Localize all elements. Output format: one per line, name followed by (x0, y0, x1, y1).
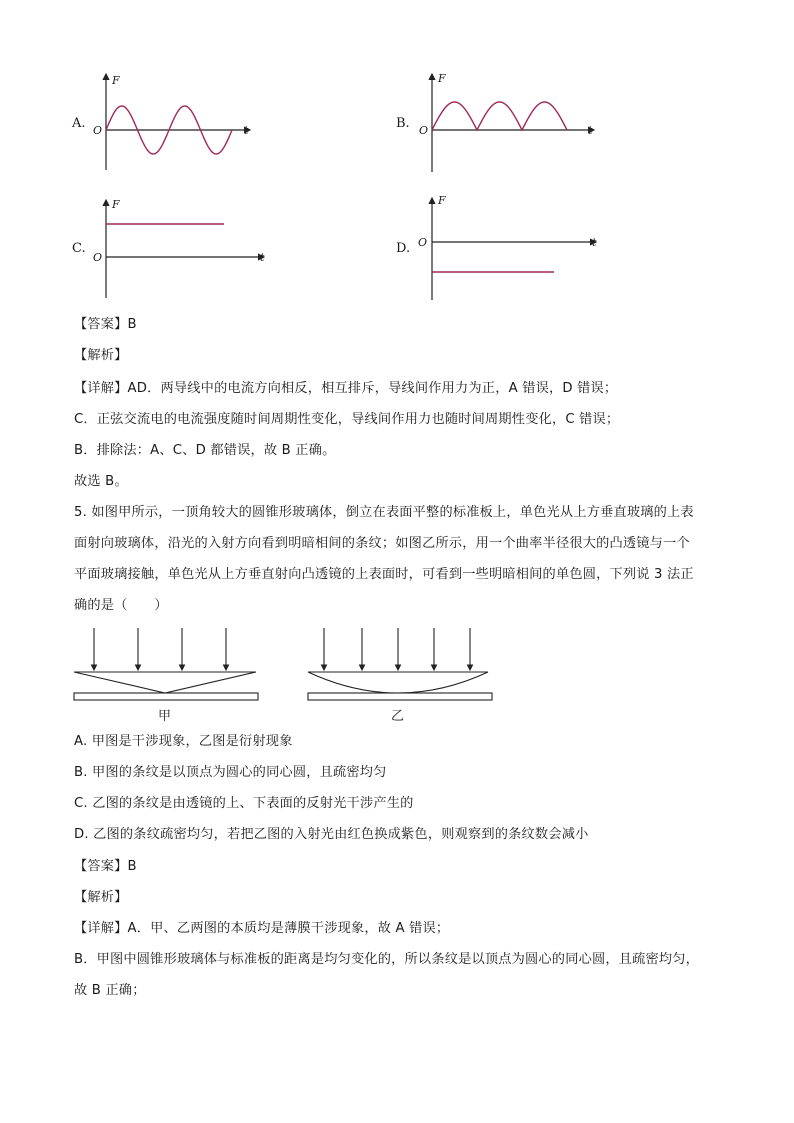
caption-jia: 甲 (158, 709, 172, 724)
option-d-text: D. 乙图的条纹疏密均匀，若把乙图的入射光由红色换成紫色，则观察到的条纹数会减小 (74, 827, 589, 842)
caption-yi: 乙 (391, 709, 405, 724)
detail-1: 【详解】AD．两导线中的电流方向相反，相互排斥，导线间作用力为正，A 错误，D 错误； (74, 381, 618, 396)
x-axis-label: t (260, 251, 265, 264)
figure-svg (70, 624, 500, 724)
explanation-b-2-line-2: 故 B 正确； (74, 983, 146, 998)
origin-label: O (419, 124, 429, 137)
explanation-b-1: B．排除法：A、C、D 都错误，故 B 正确。 (74, 443, 336, 458)
figure-yi (308, 628, 492, 724)
detail-2: 【详解】A．甲、乙两图的本质均是薄膜干涉现象，故 A 错误； (74, 921, 450, 936)
rectified-sine-curve (432, 102, 567, 130)
answer-1: 【答案】B (74, 317, 137, 332)
explanation-b-2-line-1: B．甲图中圆锥形玻璃体与标准板的距离是均匀变化的，所以条纹是以顶点为圆心的同心圆，且疏密均匀， (74, 952, 700, 967)
option-b-text: B. 甲图的条纹是以顶点为圆心的同心圆，且疏密均匀 (74, 765, 387, 780)
explanation-c-1: C．正弦交流电的电流强度随时间周期性变化，导线间作用力也随时间周期性变化，C 错误； (74, 412, 620, 427)
question-5-line-2: 面射向玻璃体，沿光的入射方向看到明暗相间的条纹；如图乙所示，用一个曲率半径很大的凸透镜与一个 (74, 536, 690, 551)
graph-b-svg (414, 70, 604, 175)
answer-2: 【答案】B (74, 859, 137, 874)
origin-label: O (418, 236, 428, 249)
question-5-line-1: 5. 如图甲所示，一顶角较大的圆锥形玻璃体，倒立在表面平整的标准板上，单色光从上方垂直玻璃的上表 (74, 505, 694, 520)
y-axis-label: F (112, 74, 120, 87)
y-axis-label: F (438, 72, 446, 85)
option-a-label: A. (72, 116, 86, 131)
x-axis-label: t (244, 124, 249, 137)
y-axis-label: F (112, 198, 120, 211)
graph-d (414, 194, 604, 304)
analysis-2: 【解析】 (74, 890, 128, 905)
figure-jia-yi (70, 624, 500, 724)
figure-jia (74, 628, 258, 724)
option-c-text: C. 乙图的条纹是由透镜的上、下表面的反射光干涉产生的 (74, 796, 414, 811)
choose-1: 故选 B。 (74, 474, 128, 489)
graph-a (88, 70, 258, 175)
question-5-line-4: 确的是（ ） (74, 598, 168, 613)
x-axis-label: t (588, 124, 593, 137)
option-a-text: A. 甲图是干涉现象，乙图是衍射现象 (74, 734, 293, 749)
graph-a-svg (88, 70, 258, 175)
analysis-1: 【解析】 (74, 348, 128, 363)
origin-label: O (93, 251, 103, 264)
x-axis-label: t (592, 236, 597, 249)
graph-c (88, 196, 273, 301)
option-c-label: C. (72, 241, 86, 256)
option-d-label: D. (396, 241, 411, 256)
graph-d-svg (414, 194, 604, 304)
option-b-label: B. (396, 116, 410, 131)
graph-b (414, 70, 604, 175)
y-axis-label: F (438, 194, 446, 207)
origin-label: O (93, 124, 103, 137)
graph-c-svg (88, 196, 273, 301)
question-5-line-3: 平面玻璃接触，单色光从上方垂直射向凸透镜的上表面时，可看到一些明暗相间的单色圆，下列说 3 法正 (74, 567, 694, 582)
